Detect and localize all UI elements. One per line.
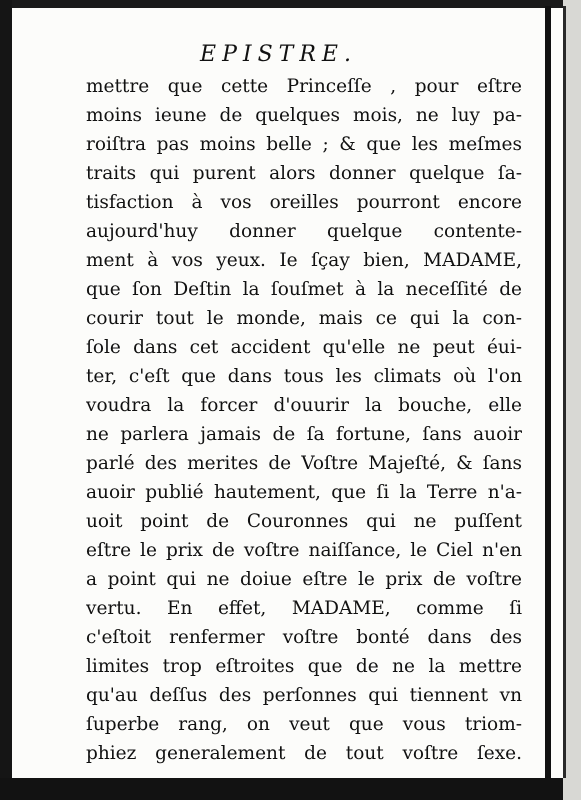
text-line: uoit point de Couronnes qui ne puſſent (86, 511, 522, 532)
scan-border-left (0, 0, 12, 800)
text-line: roiſtra pas moins belle ; & que les meſmes (86, 134, 522, 155)
text-line: qu'au deſſus des perſonnes qui tiennent vn (86, 685, 522, 706)
text-line: vertu. En effet, MADAME, comme ſi (86, 598, 522, 619)
text-line: mettre que cette Princeſſe , pour eſtre (86, 76, 522, 97)
scan-border-top (0, 0, 581, 8)
text-line: traits qui purent alors donner quelque ſa- (86, 163, 522, 184)
text-line: eſtre le prix de voſtre naiſſance, le Ciel n'en (86, 540, 522, 561)
text-line: auoir publié hautement, que ſi la Terre n'a- (86, 482, 522, 503)
text-line: ne parlera jamais de ſa fortune, ſans auoir (86, 424, 522, 445)
running-head: EPISTRE. (200, 42, 357, 67)
text-line: moins ieune de quelques mois, ne luy pa- (86, 105, 522, 126)
text-line: ſole dans cet accident qu'elle ne peut éui- (86, 337, 522, 358)
text-line: ſuperbe rang, on veut que vous triom- (86, 714, 522, 735)
text-line: limites trop eſtroites que de ne la mettre (86, 656, 522, 677)
text-line: que ſon Deſtin la ſouſmet à la neceſſité de (86, 279, 522, 300)
text-line: tisfaction à vos oreilles pourront encore (86, 192, 522, 213)
binding-shadow-thin (563, 6, 566, 778)
scan-border-bottom (0, 778, 581, 800)
text-line: a point qui ne doiue eſtre le prix de voſtre (86, 569, 522, 590)
text-line: courir tout le monde, mais ce qui la con- (86, 308, 522, 329)
text-line: ment à vos yeux. Ie ſçay bien, MADAME, (86, 250, 522, 271)
text-line: parlé des merites de Voſtre Majeſté, & ſans (86, 453, 522, 474)
binding-shadow (545, 6, 551, 778)
text-line: phiez generalement de tout voſtre ſexe. (86, 743, 522, 764)
text-line: aujourd'huy donner quelque contente- (86, 221, 522, 242)
book-page (12, 8, 545, 778)
body-text (86, 72, 522, 768)
text-line: ter, c'eſt que dans tous les climats où l'on (86, 366, 522, 387)
text-line: voudra la forcer d'ouurir la bouche, elle (86, 395, 522, 416)
text-line: c'eſtoit renfermer voſtre bonté dans des (86, 627, 522, 648)
